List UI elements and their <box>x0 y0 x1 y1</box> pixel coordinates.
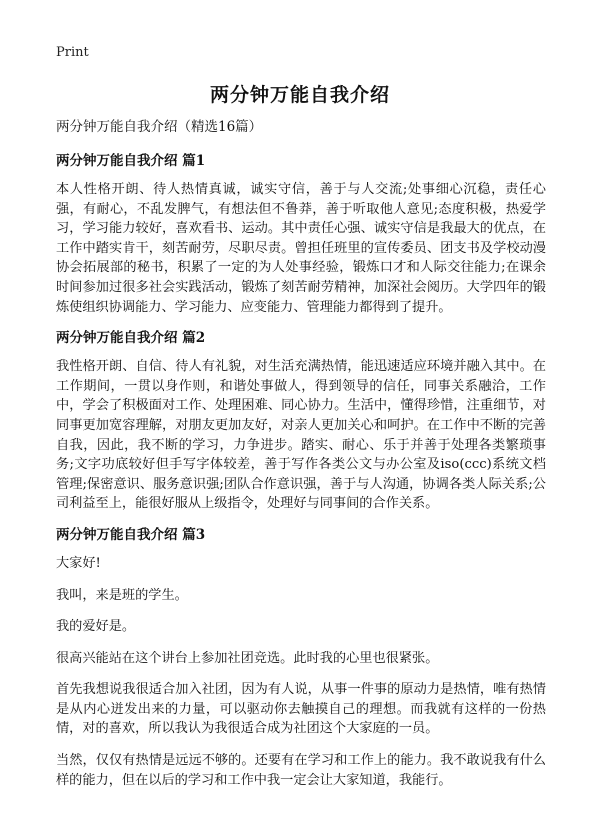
section-heading-3: 两分钟万能自我介绍 篇3 <box>56 526 206 543</box>
section-2-paragraph-1: 我性格开朗、自信、待人有礼貌，对生活充满热情，能迅速适应环境并融入其中。在工作期间，一贯以身作则，和谐处事做人，得到领导的信任，同事关系融洽，工作中，学会了积极面对工作、处理困难、同心协力。生活中，懂得珍惜，注重细节，对同事更加宽容理解，对朋友更加友好，对亲人更加关心和呵护。在工作中不断的完善自我，因此，我不断的学习，力争进步。踏实、耐心、乐于并善于处理各类繁琐事务;文字功底较好但手写字体较差，善于写作各类公文与办公室及iso(ccc)系统文档管理;保密意识、服务意识强;团队合作意识强，善于与人沟通，协调各类人际关系;公司利益至上，能很好服从上级指令，处理好与同事间的合作关系。 <box>56 359 546 512</box>
section-3-paragraph-5: 首先我想说我很适合加入社团，因为有人说，从事一件事的原动力是热情，唯有热情是从内心迸发出来的力量，可以驱动你去触摸自己的理想。而我就有这样的一份热情，对的喜欢，所以我认为我很适合成为社团这个大家庭的一员。 <box>56 682 546 737</box>
page-title: 两分钟万能自我介绍 <box>209 84 390 106</box>
section-3-paragraph-2: 我叫，来是班的学生。 <box>56 587 188 603</box>
section-heading-2: 两分钟万能自我介绍 篇2 <box>56 330 206 347</box>
print-link[interactable]: Print <box>56 45 89 60</box>
section-3-paragraph-1: 大家好! <box>56 555 101 571</box>
section-3-paragraph-4: 很高兴能站在这个讲台上参加社团竞选。此时我的心里也很紧张。 <box>56 650 439 666</box>
document-body <box>56 118 546 802</box>
document-subtitle: 两分钟万能自我介绍（精选16篇） <box>56 119 263 135</box>
section-heading-1: 两分钟万能自我介绍 篇1 <box>56 153 206 169</box>
section-3-paragraph-3: 我的爱好是。 <box>56 619 136 635</box>
section-3-paragraph-6: 当然，仅仅有热情是远远不够的。还要有在学习和工作上的能力。我不敢说我有什么样的能力，但在以后的学习和工作中我一定会让大家知道，我能行。 <box>56 753 546 788</box>
section-1-paragraph-1: 本人性格开朗、待人热情真诚，诚实守信，善于与人交流;处事细心沉稳，责任心强，有耐心，不乱发脾气，有想法但不鲁莽，善于听取他人意见;态度积极，热爱学习，学习能力较好，喜欢看书、运动。其中责任心强、诚实守信是我最大的优点，在工作中踏实肯干，刻苦耐劳，尽职尽责。曾担任班里的宣传委员、团支书及学校动漫协会拓展部的秘书，积累了一定的为人处事经验，锻炼口才和人际交往能力;在课余时间参加过很多社会实践活动，锻炼了刻苦耐劳精神，加深社会阅历。大学四年的锻炼使组织协调能力、学习能力、应变能力、管理能力都得到了提升。 <box>56 182 546 315</box>
